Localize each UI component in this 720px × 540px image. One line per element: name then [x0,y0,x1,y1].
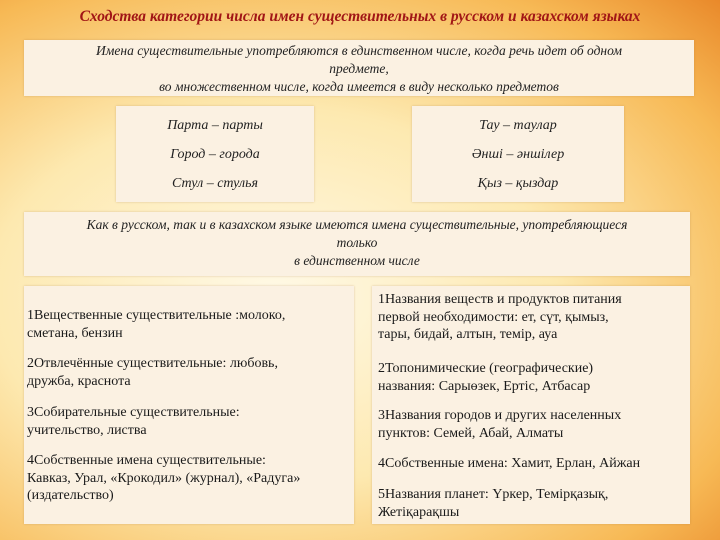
category-line: тары, бидай, алтын, темiр, ауа [378,327,558,342]
category-line: учительство, листва [27,422,147,438]
russian-category-item [27,452,350,505]
category-line: пунктов: Семей, Абай, Алматы [378,425,564,441]
intro-line: во множественном числе, когда имеется в виду несколько предметов [159,79,559,94]
category-line: 4Собственные имена: Хамит, Ерлан, Айжан [378,456,641,471]
russian-category-item [27,404,350,439]
intro-line: предмете, [329,61,389,76]
kazakh-category-item [378,486,686,521]
category-line: 2Топонимические (географические) [378,361,594,376]
russian-example: Город – города [170,147,260,162]
kazakh-category-item [378,455,686,473]
category-line: дружба, краснота [27,373,131,389]
category-line: 1Вещественные существительные :молоко, [27,308,286,323]
category-line: сметана, бензин [27,325,123,341]
russian-examples-box [116,106,314,202]
category-line: (издательство) [27,488,114,503]
russian-example: Стул – стулья [171,176,259,191]
kazakh-category-item [378,360,686,395]
category-line: названия: Сарыөзек, Ертiс, Атбасар [378,378,591,394]
singular-only-box [24,212,690,276]
kazakh-example: Тау – таулар [479,118,557,133]
russian-category-item [27,307,350,342]
kazakh-examples-box [412,106,624,202]
russian-example: Парта – парты [167,118,263,133]
category-line: 3Названия городов и других населенных [378,408,622,423]
category-line: Жетiқарақшы [378,504,460,520]
kazakh-example: Қыз – қыздар [477,176,559,191]
intro-line: Имена существительные употребляются в единственном числе, когда речь идет об одном [96,43,622,58]
russian-category-item [27,355,350,390]
singular-line: Как в русском, так и в казахском языке имеются имена существительные, употребляющиеся [86,217,628,232]
category-line: 3Собирательные существительные: [27,405,240,420]
intro-box [24,40,694,96]
category-line: первой необходимости: ет, сүт, қымыз, [378,309,609,325]
slide-title: Сходства категории числа имен существительных в русском и казахском языках [79,8,641,25]
kazakh-category-item [378,291,686,344]
category-line: 1Названия веществ и продуктов питания [378,292,622,307]
category-line: 4Собственные имена существительные: [27,453,266,468]
category-line: 2Отвлечённые существительные: любовь, [27,356,278,371]
kazakh-category-item [378,407,686,442]
kazakh-categories-box [372,286,690,524]
category-line: Кавказ, Урал, «Крокодил» (журнал), «Радуга» [27,470,301,486]
kazakh-example: Әншi – әншiлер [471,147,565,162]
russian-categories-box [24,286,354,524]
singular-line: только [336,235,378,250]
singular-line: в единственном числе [294,253,420,268]
category-line: 5Названия планет: Үркер, Темiрқазық, [378,487,609,502]
